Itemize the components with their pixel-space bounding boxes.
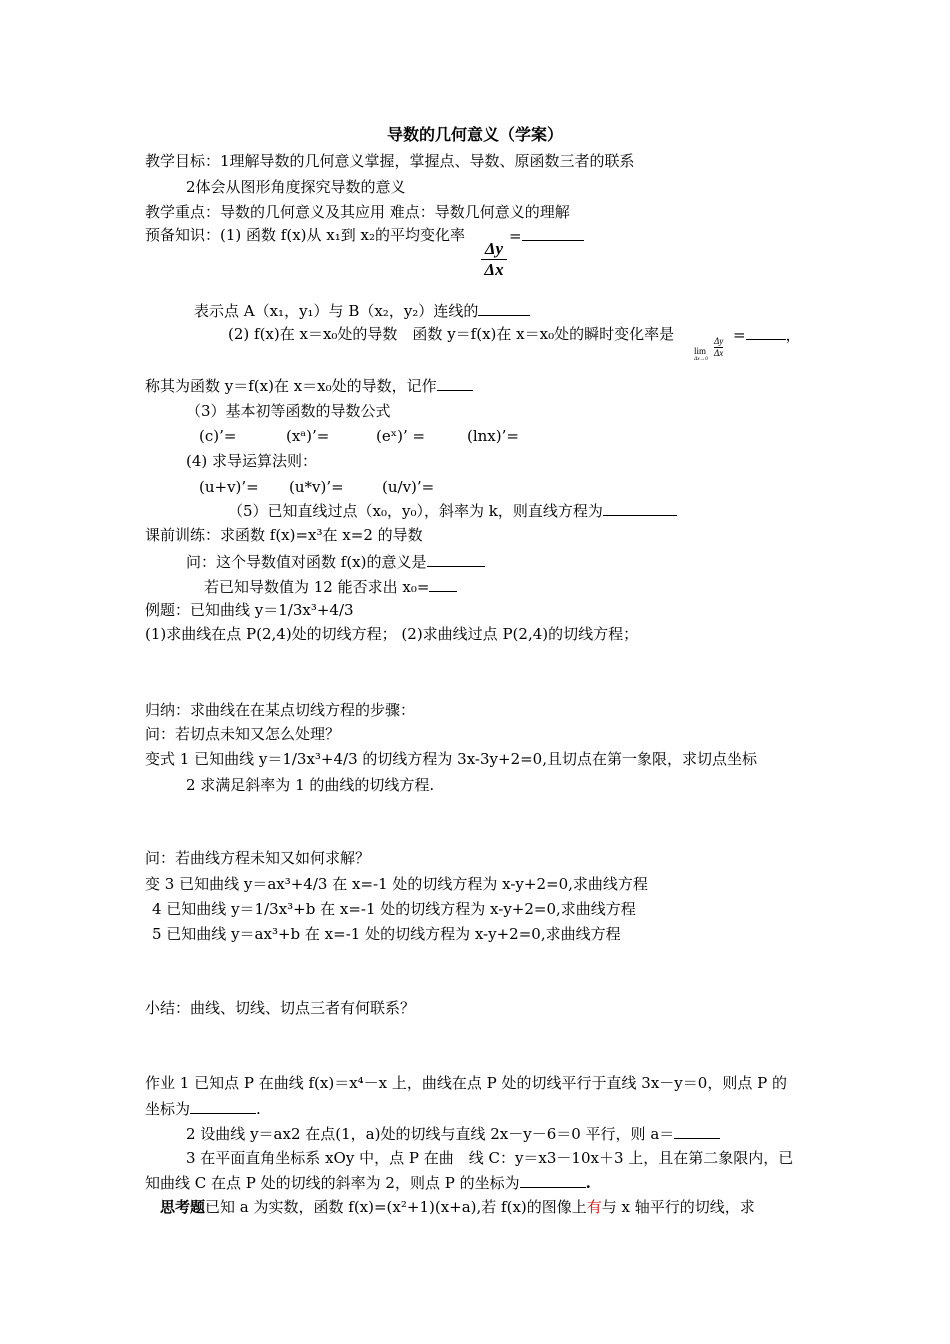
rule-product: (u*v)’= (289, 478, 344, 496)
prep-2-cont (145, 375, 473, 396)
variant-5: 5 已知曲线 y＝ax³+b 在 x=-1 处的切线方程为 x-y+2=0,求曲线方程 (152, 925, 621, 943)
answer-blank (674, 1123, 720, 1139)
homework-3-period: . (585, 1174, 591, 1192)
homework-1-cont-text: 坐标为 (145, 1100, 191, 1118)
fraction-denominator: Δx (484, 260, 504, 279)
example-parts: (1)求曲线在点 P(2,4)处的切线方程； (2)求曲线过点 P(2,4)的切线方程； (145, 625, 639, 643)
answer-blank (746, 324, 786, 340)
example: 例题：已知曲线 y＝1/3x³+4/3 (145, 601, 354, 619)
prep-3: （3）基本初等函数的导数公式 (186, 402, 391, 420)
formula-e-x: (eˣ)’ = (376, 427, 426, 445)
think-text-a: 已知 a 为实数，函数 f(x)=(x²+1)(x+a),若 f(x)的图像上 (205, 1198, 587, 1216)
conclusion: 小结：曲线、切线、切点三者有何联系？ (145, 999, 416, 1017)
summary-steps: 归纳：求曲线在在某点切线方程的步骤： (145, 701, 416, 719)
answer-blank (190, 1098, 256, 1114)
fraction-numerator: Δy (484, 239, 504, 258)
limit-fraction (714, 336, 723, 359)
key-points: 教学重点：导数的几何意义及其应用 难点：导数几何意义的理解 (145, 203, 570, 221)
objective-2: 2体会从图形角度探究导数的意义 (186, 178, 406, 196)
formula-c: (c)’= (199, 427, 237, 445)
pre-train-q1-text: 问：这个导数值对函数 f(x)的意义是 (186, 553, 427, 571)
pre-train: 课前训练：求函数 f(x)=x³在 x=2 的导数 (145, 526, 423, 544)
rule-sum: (u+v)’= (199, 478, 259, 496)
prep-2-comma: ， (785, 326, 801, 344)
homework-1-period: . (256, 1100, 261, 1118)
variant-3: 变 3 已知曲线 y＝ax³+4/3 在 x=-1 处的切线方程为 x-y+2=0,求曲线方程 (145, 875, 648, 893)
answer-blank (478, 300, 530, 316)
formula-lnx: (lnx)’= (467, 427, 519, 445)
question-unknown-point: 问：若切点未知又怎么处理？ (145, 725, 341, 743)
homework-3-cont-text: 知曲线 C 在点 P 处的切线的斜率为 2，则点 P 的坐标为 (145, 1174, 520, 1192)
prep-1-equals: = (509, 227, 522, 245)
prep-2-cont-text: 称其为函数 y＝f(x)在 x＝x₀处的导数，记作 (145, 377, 437, 395)
variant-4: 4 已知曲线 y＝1/3x³+b 在 x=-1 处的切线方程为 x-y+2=0,求曲线方程 (152, 900, 636, 918)
prep-5-text: （5）已知直线过点（x₀，y₀），斜率为 k，则直线方程为 (228, 502, 603, 520)
think-label: 思考题 (160, 1198, 206, 1216)
prep-1-text: 预备知识：(1) 函数 f(x)从 x₁到 x₂的平均变化率 (145, 226, 465, 244)
prep-2-text: (2) f(x)在 x＝x₀处的导数 函数 y＝f(x)在 x＝x₀处的瞬时变化率是 (228, 325, 675, 343)
homework-3-cont (145, 1172, 591, 1193)
objective-1: 教学目标：1理解导数的几何意义掌握，掌握点、导数、原函数三者的联系 (145, 152, 635, 170)
pre-train-q2 (204, 576, 457, 597)
prep-1-answer (509, 225, 584, 246)
formula-x-a: (xᵃ)’= (286, 427, 330, 445)
limit-denominator: Δx (714, 348, 724, 358)
answer-blank (427, 551, 485, 567)
question-unknown-curve: 问：若曲线方程未知又如何求解？ (145, 849, 371, 867)
prep-4: (4) 求导运算法则： (186, 452, 318, 470)
answer-blank (520, 1172, 586, 1188)
homework-2 (186, 1123, 720, 1144)
page-title: 导数的几何意义（学案） (386, 125, 563, 144)
limit-numerator: Δy (714, 336, 724, 346)
think-text-red: 有 (586, 1198, 602, 1216)
prep-5 (228, 500, 677, 521)
variant-2: 2 求满足斜率为 1 的曲线的切线方程. (186, 776, 435, 794)
prep-secant-text: 表示点 A（x₁，y₁）与 B（x₂，y₂）连线的 (194, 302, 479, 320)
prep-2 (228, 324, 674, 344)
delta-fraction (481, 240, 507, 279)
prep-1 (145, 225, 465, 245)
prep-2-answer (733, 324, 801, 345)
think-question (160, 1197, 755, 1217)
prep-2-equals: = (733, 326, 746, 344)
pre-train-q1 (186, 551, 485, 572)
variant-1: 变式 1 已知曲线 y＝1/3x³+4/3 的切线方程为 3x-3y+2=0,且切点在第一象限，求切点坐标 (145, 750, 757, 768)
homework-3: 3 在平面直角坐标系 xOy 中，点 P 在曲 线 C：y＝x3－10x＋3 上，且在第二象限内，已 (186, 1149, 794, 1167)
answer-blank (603, 500, 677, 516)
answer-blank (429, 576, 457, 592)
prep-secant (194, 300, 530, 321)
limit-subscript: Δx→0 (694, 356, 708, 362)
limit-word: lim (694, 346, 707, 356)
homework-1: 作业 1 已知点 P 在曲线 f(x)＝x⁴－x 上，曲线在点 P 处的切线平行于直线 3x－y＝0，则点 P 的 (145, 1074, 787, 1092)
think-text-b: 与 x 轴平行的切线，求 (601, 1198, 755, 1216)
homework-1-cont (145, 1098, 261, 1119)
answer-blank (522, 225, 584, 241)
homework-2-text: 2 设曲线 y＝ax2 在点(1，a)处的切线与直线 2x－y－6＝0 平行，则 a＝ (186, 1125, 675, 1143)
rule-quotient: (u/v)’= (382, 478, 435, 496)
answer-blank (437, 375, 473, 391)
pre-train-q2-text: 若已知导数值为 12 能否求出 x₀= (204, 578, 430, 596)
